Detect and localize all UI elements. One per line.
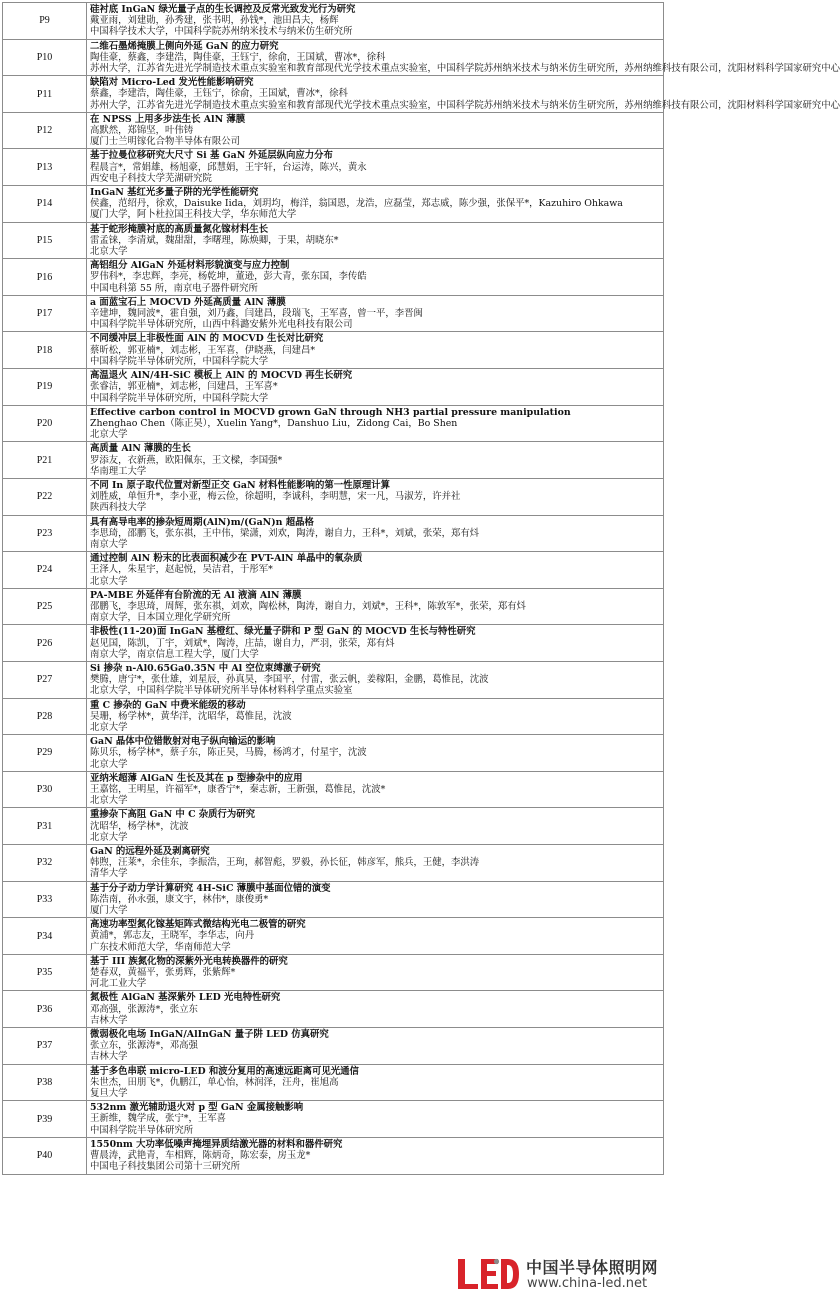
poster-code: P12 bbox=[3, 112, 87, 149]
affiliation: 北京大学 bbox=[90, 831, 128, 843]
poster-detail bbox=[87, 478, 664, 515]
program-row bbox=[3, 478, 664, 515]
paper-title: 不同 In 原子取代位置对新型正交 GaN 材料性能影响的第一性原理计算 bbox=[90, 479, 391, 491]
poster-detail bbox=[87, 442, 664, 479]
paper-title: 通过控制 AlN 粉末的比表面积减少在 PVT-AlN 单晶中的氧杂质 bbox=[90, 553, 363, 565]
program-row bbox=[3, 222, 664, 259]
author-list: 蔡鑫，李建浩，陶佳豪，王钰宁，徐俞，王国斌，曹冰*，徐科 bbox=[90, 88, 348, 100]
poster-code: P11 bbox=[3, 76, 87, 113]
affiliation: 广东技术师范大学，华南师范大学 bbox=[90, 941, 231, 953]
poster-detail bbox=[87, 808, 664, 845]
poster-detail bbox=[87, 881, 664, 918]
poster-code: P13 bbox=[3, 149, 87, 186]
program-row bbox=[3, 845, 664, 882]
affiliation: 中国科学院半导体研究所 bbox=[90, 1124, 194, 1136]
affiliation: 陕西科技大学 bbox=[90, 502, 147, 514]
poster-detail bbox=[87, 1101, 664, 1138]
poster-code: P32 bbox=[3, 845, 87, 882]
paper-title: 缺陷对 Micro-Led 发光性能影响研究 bbox=[90, 77, 254, 89]
paper-title: 具有高导电率的掺杂短周期(AlN)m/(GaN)n 超晶格 bbox=[90, 516, 314, 528]
author-list: 蔡昕松，郭亚楠*，刘志彬，王军喜，伊晓燕，闫建昌* bbox=[90, 344, 316, 356]
poster-code: P17 bbox=[3, 295, 87, 332]
author-list: 张立东，张源涛*，邓高强 bbox=[90, 1040, 198, 1052]
author-list: 曹晨涛，武艳青，车相辉，陈炳奇，陈宏泰，房玉龙* bbox=[90, 1150, 311, 1162]
program-row bbox=[3, 442, 664, 479]
affiliation: 北京大学 bbox=[90, 575, 128, 587]
program-row bbox=[3, 405, 664, 442]
affiliation: 苏州大学，江苏省先进光学制造技术重点实验室和教育部现代光学技术重点实验室，中国科学院苏州纳米技术与纳米仿生研究所，苏州纳维科技有限公司，沈阳材料科学国家研究中心 bbox=[90, 99, 840, 111]
program-row bbox=[3, 186, 664, 223]
paper-title: 硅衬底 InGaN 绿光量子点的生长调控及反常光致发光行为研究 bbox=[90, 4, 356, 15]
poster-detail bbox=[87, 76, 840, 113]
paper-title: 基于拉曼位移研究大尺寸 Si 基 GaN 外延层纵向应力分布 bbox=[90, 150, 333, 162]
paper-title: 二维石墨烯掩膜上侧向外延 GaN 的应力研究 bbox=[90, 40, 279, 52]
poster-code: P37 bbox=[3, 1028, 87, 1065]
program-row bbox=[3, 771, 664, 808]
poster-detail bbox=[87, 112, 664, 149]
author-list: 邓高强，张源涛*，张立东 bbox=[90, 1003, 198, 1015]
poster-detail bbox=[87, 661, 664, 698]
program-row bbox=[3, 149, 664, 186]
program-row bbox=[3, 552, 664, 589]
program-row bbox=[3, 991, 664, 1028]
affiliation: 厦门大学，阿卜杜拉国王科技大学，华东师范大学 bbox=[90, 209, 297, 221]
author-list: 陈贝乐，杨学林*，蔡子东，陈正昊，马腾，杨鸿才，付星宇，沈波 bbox=[90, 747, 367, 759]
paper-title: Effective carbon control in MOCVD grown GaN through NH3 partial pressure manipulation bbox=[90, 406, 571, 418]
author-list: 李思琦，邵鹏飞，张东祺，王中伟，梁潇，刘欢，陶涛，谢自力，王科*，刘斌，张荣，郑有炓 bbox=[90, 527, 480, 539]
paper-title: 亚纳米超薄 AlGaN 生长及其在 p 型掺杂中的应用 bbox=[90, 772, 303, 784]
affiliation: 厦门大学 bbox=[90, 905, 128, 917]
paper-title: PA-MBE 外延伴有台阶流的无 Al 液滴 AlN 薄膜 bbox=[90, 589, 302, 601]
author-list: 高默然，郑锦坚，叶伟铸 bbox=[90, 125, 194, 137]
author-list: 戴亚雨，刘建勋，孙秀建，张书明，孙钱*，池田昌夫，杨辉 bbox=[90, 15, 339, 27]
author-list: 辛建坤，魏同波*，霍自强，刘乃鑫，闫建昌，段瑞飞，王军喜，曾一平，李晋闽 bbox=[90, 308, 423, 320]
affiliation: 中国科学技术大学，中国科学院苏州纳米技术与纳米仿生研究所 bbox=[90, 26, 353, 38]
poster-code: P22 bbox=[3, 478, 87, 515]
affiliation: 吉林大学 bbox=[90, 1014, 128, 1026]
program-row bbox=[3, 698, 664, 735]
paper-title: 高铝组分 AlGaN 外延材料形貌演变与应力控制 bbox=[90, 260, 290, 272]
author-list: 雷孟铼，李清斌，魏甜甜，李曙理，陈焕卿，于果，胡晓东* bbox=[90, 234, 339, 246]
affiliation: 河北工业大学 bbox=[90, 978, 147, 990]
poster-code: P34 bbox=[3, 918, 87, 955]
poster-detail bbox=[87, 332, 664, 369]
affiliation: 西安电子科技大学芜湖研究院 bbox=[90, 172, 212, 184]
poster-detail bbox=[87, 625, 664, 662]
poster-detail bbox=[87, 698, 664, 735]
author-list: 陶佳豪，蔡鑫，李建浩，陶佳豪，王钰宁，徐俞，王国斌，曹冰*，徐科 bbox=[90, 51, 386, 63]
poster-code: P9 bbox=[3, 3, 87, 40]
poster-detail bbox=[87, 1137, 664, 1174]
author-list: 侯鑫，范绍丹，徐欢，Daisuke Iida，刘玥均，梅洋，翁国恩，龙浩，应磊莹，郑志威，陈少强，张保平*，Kazuhiro Ohkawa bbox=[90, 198, 623, 210]
program-row bbox=[3, 881, 664, 918]
author-list: 韩煦，汪莱*，余佳东，李振浩，王珣，郝智彪，罗毅，孙长征，韩彦军，熊兵，王健，李洪涛 bbox=[90, 857, 480, 869]
paper-title: Si 掺杂 n-Al0.65Ga0.35N 中 Al 空位束缚激子研究 bbox=[90, 662, 321, 674]
led-logo-mark bbox=[456, 1257, 520, 1291]
program-row bbox=[3, 625, 664, 662]
poster-detail bbox=[87, 1028, 664, 1065]
author-list: Zhenghao Chen（陈正昊），Xuelin Yang*，Danshuo Liu，Zidong Cai，Bo Shen bbox=[90, 417, 458, 429]
affiliation: 北京大学 bbox=[90, 721, 128, 733]
affiliation: 华南理工大学 bbox=[90, 465, 147, 477]
affiliation: 中国电科第 55 所，南京电子器件研究所 bbox=[90, 282, 258, 294]
poster-detail bbox=[87, 954, 664, 991]
poster-code: P14 bbox=[3, 186, 87, 223]
author-list: 沈昭华，杨学林*，沈波 bbox=[90, 820, 189, 832]
paper-title: GaN 晶体中位错散射对电子纵向输运的影响 bbox=[90, 736, 276, 748]
program-row bbox=[3, 112, 664, 149]
poster-code: P40 bbox=[3, 1137, 87, 1174]
poster-code: P25 bbox=[3, 588, 87, 625]
poster-code: P18 bbox=[3, 332, 87, 369]
affiliation: 厦门士兰明镓化合物半导体有限公司 bbox=[90, 136, 241, 148]
affiliation: 南京大学 bbox=[90, 538, 128, 550]
poster-detail bbox=[87, 588, 664, 625]
poster-detail bbox=[87, 405, 664, 442]
affiliation: 北京大学 bbox=[90, 429, 128, 441]
paper-title: 基于蛇形掩膜衬底的高质量氮化镓材料生长 bbox=[90, 223, 269, 235]
affiliation: 北京大学 bbox=[90, 758, 128, 770]
poster-detail bbox=[87, 222, 664, 259]
program-row bbox=[3, 1137, 664, 1174]
poster-detail bbox=[87, 845, 664, 882]
paper-title: 重 C 掺杂的 GaN 中费米能级的移动 bbox=[90, 699, 246, 711]
program-row bbox=[3, 588, 664, 625]
affiliation: 北京大学 bbox=[90, 246, 128, 258]
poster-code: P30 bbox=[3, 771, 87, 808]
program-row bbox=[3, 661, 664, 698]
program-row bbox=[3, 954, 664, 991]
poster-detail bbox=[87, 369, 664, 406]
poster-code: P23 bbox=[3, 515, 87, 552]
author-list: 张睿洁，郭亚楠*，刘志彬，闫建昌，王军喜* bbox=[90, 381, 278, 393]
paper-title: 基于多色串联 micro-LED 和波分复用的高速远距离可见光通信 bbox=[90, 1065, 359, 1077]
affiliation: 北京大学，中国科学院半导体研究所半导体材料科学重点实验室 bbox=[90, 685, 353, 697]
poster-code: P27 bbox=[3, 661, 87, 698]
author-list: 楚春双，黄福平，张勇辉，张紫辉* bbox=[90, 967, 236, 979]
paper-title: 非极性(11-20)面 InGaN 基橙红、绿光量子阱和 P 型 GaN 的 MOCVD 生长与特性研究 bbox=[90, 626, 476, 638]
program-row bbox=[3, 295, 664, 332]
affiliation: 苏州大学，江苏省先进光学制造技术重点实验室和教育部现代光学技术重点实验室，中国科学院苏州纳米技术与纳米仿生研究所，苏州纳维科技有限公司，沈阳材料科学国家研究中心 bbox=[90, 63, 840, 75]
affiliation: 复旦大学 bbox=[90, 1088, 128, 1100]
paper-title: 微弱极化电场 InGaN/AlInGaN 量子阱 LED 仿真研究 bbox=[90, 1029, 329, 1041]
poster-code: P10 bbox=[3, 39, 87, 76]
poster-code: P31 bbox=[3, 808, 87, 845]
paper-title: 不同缓冲层上非极性面 AlN 的 MOCVD 生长对比研究 bbox=[90, 333, 324, 345]
program-row bbox=[3, 918, 664, 955]
author-list: 樊腾，唐宁*，张仕雄，刘星辰，孙真昊，李国平，付雷，张云帆，姜稼阳，金鹏，葛惟昆，沈波 bbox=[90, 674, 489, 686]
program-row bbox=[3, 369, 664, 406]
paper-title: 氮极性 AlGaN 基深紫外 LED 光电特性研究 bbox=[90, 992, 281, 1004]
poster-detail bbox=[87, 515, 664, 552]
poster-detail bbox=[87, 39, 840, 76]
author-list: 程晨言*，常娟雄，杨旭豪，邱慧娟，王宇轩，台运涛，陈兴，黄永 bbox=[90, 161, 367, 173]
paper-title: 532nm 激光辅助退火对 p 型 GaN 金属接触影响 bbox=[90, 1102, 304, 1114]
poster-code: P36 bbox=[3, 991, 87, 1028]
poster-detail bbox=[87, 295, 664, 332]
paper-title: 基于 III 族氮化物的深紫外光电转换器件的研究 bbox=[90, 955, 288, 967]
affiliation: 南京大学，南京信息工程大学，厦门大学 bbox=[90, 648, 259, 660]
program-row bbox=[3, 3, 664, 40]
program-row bbox=[3, 332, 664, 369]
author-list: 罗添友，衣新燕，欧阳佩东，王文樑，李国强* bbox=[90, 454, 283, 466]
poster-detail bbox=[87, 552, 664, 589]
author-list: 王嘉铭，王明星，许福军*，康香宁*，秦志新，王新强，葛惟昆，沈波* bbox=[90, 784, 386, 795]
author-list: 赵见国，陈凯，丁宇，刘斌*，陶涛，庄喆，谢自力，严羽，张荣，郑有炓 bbox=[90, 637, 395, 649]
author-list: 邵鹏飞，李思琦，周辉，张东祺，刘欢，陶松林，陶涛，谢自力，刘斌*，王科*，陈敦军*，张荣，郑有炓 bbox=[90, 600, 526, 612]
poster-code: P15 bbox=[3, 222, 87, 259]
program-row bbox=[3, 1101, 664, 1138]
program-row bbox=[3, 76, 664, 113]
program-row bbox=[3, 1028, 664, 1065]
poster-code: P39 bbox=[3, 1101, 87, 1138]
poster-detail bbox=[87, 918, 664, 955]
paper-title: 高温退火 AlN/4H-SiC 模板上 AlN 的 MOCVD 再生长研究 bbox=[90, 370, 353, 382]
paper-title: GaN 的远程外延及剥离研究 bbox=[90, 846, 210, 858]
affiliation: 吉林大学 bbox=[90, 1051, 128, 1063]
poster-detail bbox=[87, 771, 664, 808]
poster-code: P19 bbox=[3, 369, 87, 406]
paper-title: 重掺杂下高阻 GaN 中 C 杂质行为研究 bbox=[90, 809, 256, 821]
poster-detail bbox=[87, 259, 664, 296]
author-list: 朱世杰，田朋飞*，仇鹏江，单心怡，林润泽，汪舟，崔旭高 bbox=[90, 1076, 339, 1088]
author-list: 吴珊，杨学林*，黄华洋，沈昭华，葛惟昆，沈波 bbox=[90, 710, 292, 722]
poster-code: P33 bbox=[3, 881, 87, 918]
poster-code: P28 bbox=[3, 698, 87, 735]
affiliation: 南京大学，日本国立理化学研究所 bbox=[90, 612, 231, 624]
poster-detail bbox=[87, 186, 664, 223]
program-row bbox=[3, 515, 664, 552]
program-row bbox=[3, 1064, 664, 1101]
author-list: 罗伟科*，李忠辉，李亮，杨乾坤，董逊，彭大青，张东国，李传皓 bbox=[90, 271, 367, 283]
author-list: 黄浦*，郭志友，王晓军，李华志，向丹 bbox=[90, 930, 255, 942]
paper-title: InGaN 基红光多量子阱的光学性能研究 bbox=[90, 187, 259, 199]
affiliation: 中国科学院半导体研究所，山西中科潞安紫外光电科技有限公司 bbox=[90, 319, 353, 331]
poster-program-table bbox=[2, 2, 840, 1175]
author-list: 王泽人，朱星宇，赵起悦，吴洁君，于彤军* bbox=[90, 564, 273, 576]
author-list: 王新维，魏学成，张宁*，王军喜 bbox=[90, 1113, 226, 1125]
affiliation: 中国科学院半导体研究所，中国科学院大学 bbox=[90, 392, 269, 404]
affiliation: 中国科学院半导体研究所，中国科学院大学 bbox=[90, 355, 269, 367]
program-row bbox=[3, 39, 664, 76]
paper-title: 1550nm 大功率低噪声掩埋异质结激光器的材料和器件研究 bbox=[90, 1138, 343, 1150]
program-row bbox=[3, 735, 664, 772]
poster-code: P26 bbox=[3, 625, 87, 662]
paper-title: 在 NPSS 上用多步法生长 AlN 薄膜 bbox=[90, 113, 246, 125]
poster-list bbox=[3, 3, 840, 1175]
poster-code: P38 bbox=[3, 1064, 87, 1101]
poster-detail bbox=[87, 735, 664, 772]
poster-detail bbox=[87, 3, 664, 40]
author-list: 陈浩南，孙永强，康文宇，林伟*，康俊勇* bbox=[90, 893, 269, 905]
author-list: 刘胜威，单恒升*，李小亚，梅云俭，徐超明，李诚科，李明慧，宋一凡，马淑芳，许并社 bbox=[90, 491, 461, 503]
poster-detail bbox=[87, 149, 664, 186]
affiliation: 北京大学 bbox=[90, 795, 128, 807]
poster-code: P21 bbox=[3, 442, 87, 479]
program-row bbox=[3, 259, 664, 296]
poster-code: P24 bbox=[3, 552, 87, 589]
program-row bbox=[3, 808, 664, 845]
paper-title: 高质量 AlN 薄膜的生长 bbox=[90, 443, 191, 455]
poster-detail bbox=[87, 1064, 664, 1101]
paper-title: 高速功率型氮化镓基矩阵式微结构光电二极管的研究 bbox=[90, 919, 306, 931]
poster-code: P29 bbox=[3, 735, 87, 772]
affiliation: 中国电子科技集团公司第十三研究所 bbox=[90, 1161, 241, 1173]
site-name: 中国半导体照明网 bbox=[526, 1258, 659, 1277]
poster-code: P20 bbox=[3, 405, 87, 442]
program-sheet bbox=[2, 2, 840, 1175]
paper-title: a 面蓝宝石上 MOCVD 外延高质量 AlN 薄膜 bbox=[90, 296, 286, 308]
site-logo[interactable] bbox=[448, 1251, 662, 1297]
affiliation: 清华大学 bbox=[90, 868, 128, 880]
paper-title: 基于分子动力学计算研究 4H-SiC 薄膜中基面位错的演变 bbox=[90, 882, 331, 894]
poster-code: P35 bbox=[3, 954, 87, 991]
site-url[interactable]: www.china-led.net bbox=[527, 1276, 648, 1291]
poster-detail bbox=[87, 991, 664, 1028]
poster-code: P16 bbox=[3, 259, 87, 296]
